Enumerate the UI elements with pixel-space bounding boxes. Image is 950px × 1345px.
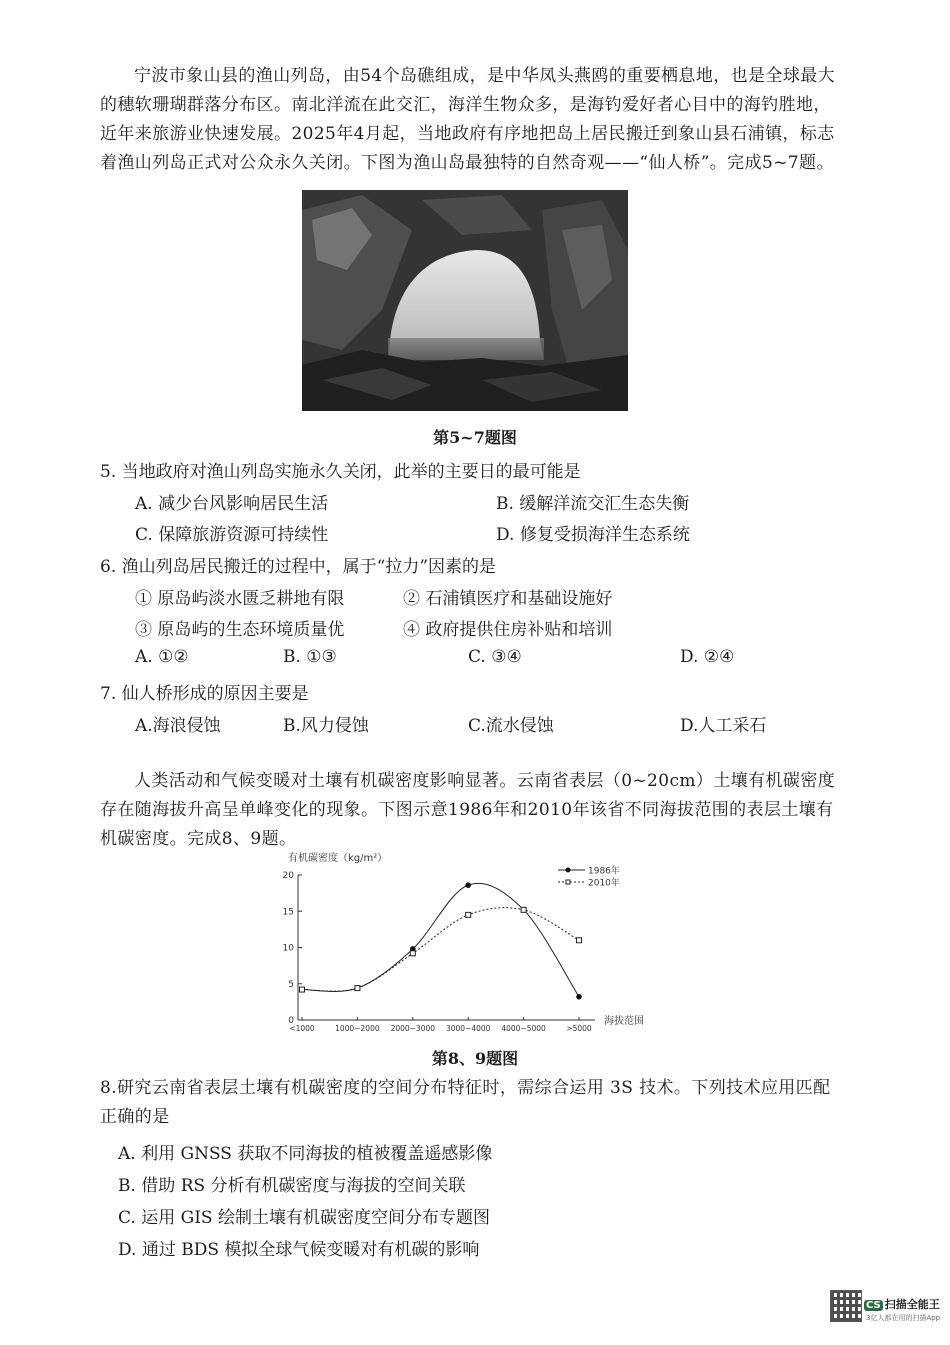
y-tick-label: 15 [282,907,294,918]
series-line-2 [302,908,579,992]
point-2010 [410,951,415,956]
x-tick-label: 3000~4000 [445,1024,491,1033]
q6-option-b: B. ①③ [283,647,337,667]
legend-marker [566,880,570,884]
point-2010 [521,907,526,912]
qr-code [830,1290,862,1322]
y-tick-label: 10 [282,943,294,954]
q8-option-d: D. 通过 BDS 模拟全球气候变暖对有机碳的影响 [118,1240,480,1260]
q6-statement-2: ② 石浦镇医疗和基础设施好 [403,589,613,609]
point-1986 [465,882,471,888]
passage-1: 宁波市象山县的渔山列岛，由54个岛礁组成，是中华凤头燕鸥的重要栖息地，也是全球最大的穗软珊瑚群落分布区。南北洋流在此交汇，海洋生物众多，是海钓爱好者心目中的海钓胜地，近年来旅游业快速发展。2025年4月起，当地政府有序地把岛上居民搬迁到象山县石浦镇，标志着渔山列岛正式对公众永久关闭。下图为渔山岛最独特的自然奇观——“仙人桥”。完成5~7题。 [100,66,836,173]
x-tick-label: <1000 [289,1024,315,1033]
point-2010 [466,912,471,917]
x-tick-label: 2000~3000 [390,1024,436,1033]
question-6-stem: 6. 渔山列岛居民搬迁的过程中，属于“拉力”因素的是 [100,557,497,577]
q8-option-a: A. 利用 GNSS 获取不同海拔的植被覆盖遥感影像 [118,1144,493,1164]
series-line-1 [302,883,579,996]
q8-option-b: B. 借助 RS 分析有机碳密度与海拔的空间关联 [118,1176,466,1196]
q7-option-b: B.风力侵蚀 [283,716,369,736]
q5-option-d: D. 修复受损海洋生态系统 [496,525,690,545]
legend-marker [566,868,571,873]
q6-option-c: C. ③④ [468,647,522,667]
passage-2: 人类活动和气候变暖对土壤有机碳密度影响显著。云南省表层（0~20cm）土壤有机碳密度存在随海拔升高呈单峰变化的现象。下图示意1986年和2010年该省不同海拔范围的表层土壤有机碳密度。完成8、9题。 [100,771,836,849]
q7-option-c: C.流水侵蚀 [468,716,554,736]
point-2010 [300,987,305,992]
q5-option-c: C. 保障旅游资源可持续性 [135,525,329,545]
y-tick-label: 20 [282,871,294,881]
sea-arch-photo [302,190,628,411]
brand-badge: CS [866,1300,881,1311]
q5-option-a: A. 减少台风影响居民生活 [135,494,329,514]
chart-x-axis-label: 海拔范围 [604,1016,644,1027]
question-5-stem: 5. 当地政府对渔山列岛实施永久关闭，此举的主要日的最可能是 [100,462,581,482]
chart-y-axis-label: 有机碳密度（kg/m²） [288,853,388,864]
q7-option-a: A.海浪侵蚀 [135,716,221,736]
q6-statement-4: ④ 政府提供住房补贴和培训 [403,620,613,640]
x-tick-label: 1000~2000 [335,1024,380,1033]
point-1986 [576,994,582,1000]
y-tick-label: 5 [288,979,294,990]
figure-2-caption: 第8、9题图 [431,1049,519,1068]
x-tick-label: >5000 [566,1024,592,1033]
sea-arch-illustration [302,190,628,411]
scanner-brand-sub: 3亿人都在用的扫描App [866,1314,941,1322]
question-7-stem: 7. 仙人桥形成的原因主要是 [100,684,309,704]
question-8-stem: 8.研究云南省表层土壤有机碳密度的空间分布特征时，需综合运用 3S 技术。下列技术应用匹配正确的是 [100,1078,831,1127]
q6-option-d: D. ②④ [680,647,735,667]
figure-1-caption: 第5~7题图 [433,428,517,447]
y-tick-label: 0 [288,1016,294,1026]
q8-option-c: C. 运用 GIS 绘制土壤有机碳密度空间分布专题图 [118,1208,490,1228]
legend-label: 1986年 [588,866,620,877]
soil-carbon-chart [270,845,665,1040]
q6-option-a: A. ①② [135,647,189,667]
q5-option-b: B. 缓解洋流交汇生态失衡 [496,494,690,514]
scanner-brand [864,1296,940,1312]
legend-label: 2010年 [588,878,620,889]
q6-statement-1: ① 原岛屿淡水匮乏耕地有限 [135,589,345,609]
point-2010 [355,986,360,991]
q6-statement-3: ③ 原岛屿的生态环境质量优 [135,620,345,640]
brand-name: 扫描全能王 [884,1298,940,1311]
x-tick-label: 4000~5000 [501,1024,546,1033]
point-2010 [577,938,582,943]
q7-option-d: D.人工采石 [680,716,767,736]
